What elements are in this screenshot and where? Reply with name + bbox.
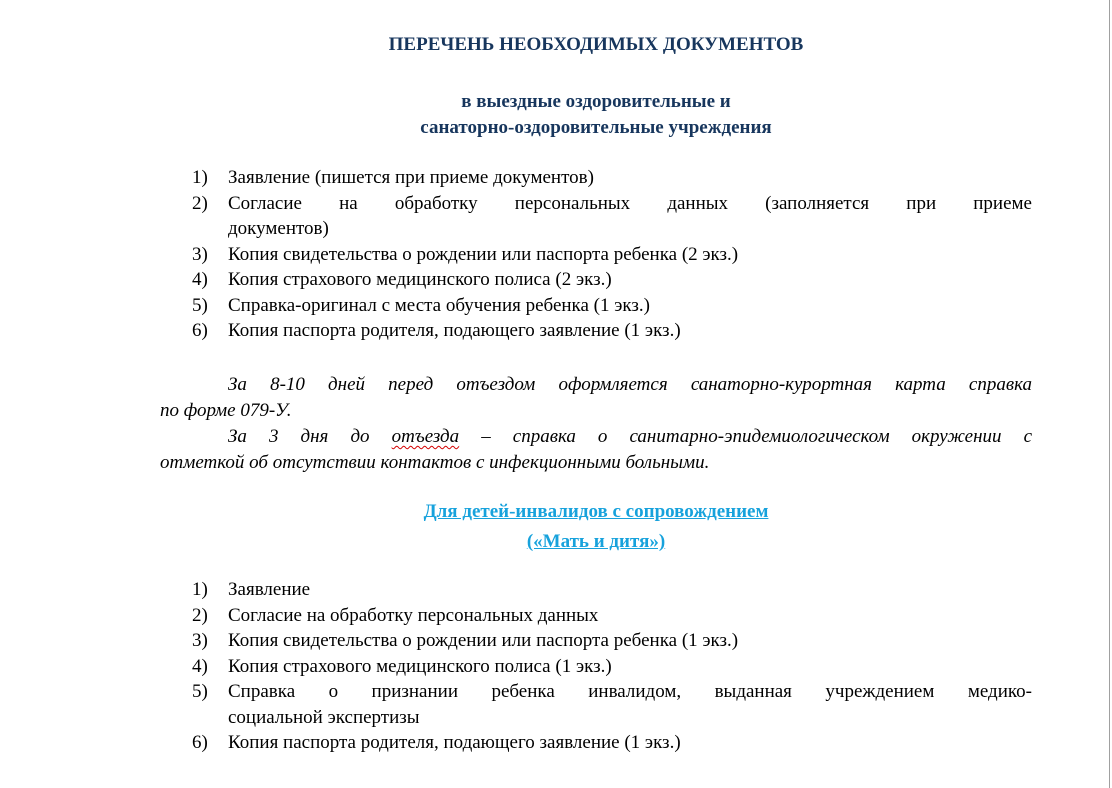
list-item-text: Копия паспорта родителя, подающего заявление (1 экз.) (228, 732, 681, 753)
list-item-text: Копия страхового медицинского полиса (1 экз.) (228, 655, 612, 677)
list-item (160, 628, 1032, 654)
list-number: 4) (192, 655, 208, 677)
list-number: 5) (192, 681, 208, 702)
document-subtitle-line2: санаторно-оздоровительные учреждения (420, 117, 772, 138)
list-item-text-line2: документов) (228, 218, 329, 239)
list-number: 1) (192, 579, 208, 600)
list-item-text-line1: Справка о признании ребенка инвалидом, выданная учреждением медико- (228, 681, 1032, 702)
note-line2: отметкой об отсутствии контактов с инфекционными больными. (160, 451, 710, 473)
list-item-text: Согласие на обработку персональных данных (228, 604, 599, 626)
disabled-children-documents-list (160, 577, 1032, 756)
medical-card-note (160, 372, 1032, 423)
list-item (160, 191, 1032, 242)
list-number: 1) (192, 167, 208, 188)
list-item (160, 577, 1032, 603)
list-number: 2) (192, 192, 208, 214)
list-number: 5) (192, 294, 208, 316)
list-item-text: Заявление (228, 579, 311, 600)
list-number: 6) (192, 732, 208, 753)
list-item (160, 318, 1032, 344)
list-item-text: Копия свидетельства о рождении или паспорта ребенка (1 экз.) (228, 630, 739, 651)
note-line1 (160, 424, 1032, 450)
note-text-pre: За 3 дня до (228, 426, 392, 447)
list-item-text-line2: социальной экспертизы (228, 706, 420, 728)
list-item (160, 165, 1032, 191)
spellcheck-flagged-word[interactable]: отъезда (391, 426, 460, 447)
list-item-text: Копия свидетельства о рождении или паспорта ребенка (2 экз.) (228, 243, 739, 265)
list-item (160, 679, 1032, 730)
document-title: ПЕРЕЧЕНЬ НЕОБХОДИМЫХ ДОКУМЕНТОВ (388, 34, 804, 55)
list-item-text: Копия страхового медицинского полиса (2 экз.) (228, 269, 612, 290)
note-text-post: – справка о санитарно-эпидемиологическом окружении с (459, 426, 1032, 447)
list-number: 4) (192, 269, 208, 290)
disabled-children-link[interactable]: Для детей-инвалидов с сопровождением (423, 501, 769, 522)
list-item (160, 242, 1032, 268)
mother-and-child-link[interactable]: («Мать и дитя») (526, 531, 666, 552)
list-number: 3) (192, 243, 208, 265)
list-item-text: Заявление (пишется при приеме документов) (228, 167, 594, 188)
list-number: 2) (192, 604, 208, 626)
document-subtitle-line1: в выездные оздоровительные и (461, 91, 731, 112)
list-number: 6) (192, 320, 208, 341)
list-number: 3) (192, 630, 208, 651)
documents-list (160, 165, 1032, 344)
page-edge (1109, 0, 1110, 788)
list-item-text-line1: Согласие на обработку персональных данных (заполняется при приеме (228, 192, 1032, 214)
list-item (160, 293, 1032, 319)
note-line2: по форме 079-У. (160, 399, 292, 421)
list-item (160, 267, 1032, 293)
note-line1: За 8-10 дней перед отъездом оформляется санаторно-курортная карта справка (228, 374, 1032, 395)
list-item-text: Копия паспорта родителя, подающего заявление (1 экз.) (228, 320, 681, 341)
list-item (160, 654, 1032, 680)
list-item (160, 730, 1032, 756)
list-item-text: Справка-оригинал с места обучения ребенка (1 экз.) (228, 294, 650, 316)
epidemiology-note (160, 424, 1032, 475)
list-item (160, 603, 1032, 629)
